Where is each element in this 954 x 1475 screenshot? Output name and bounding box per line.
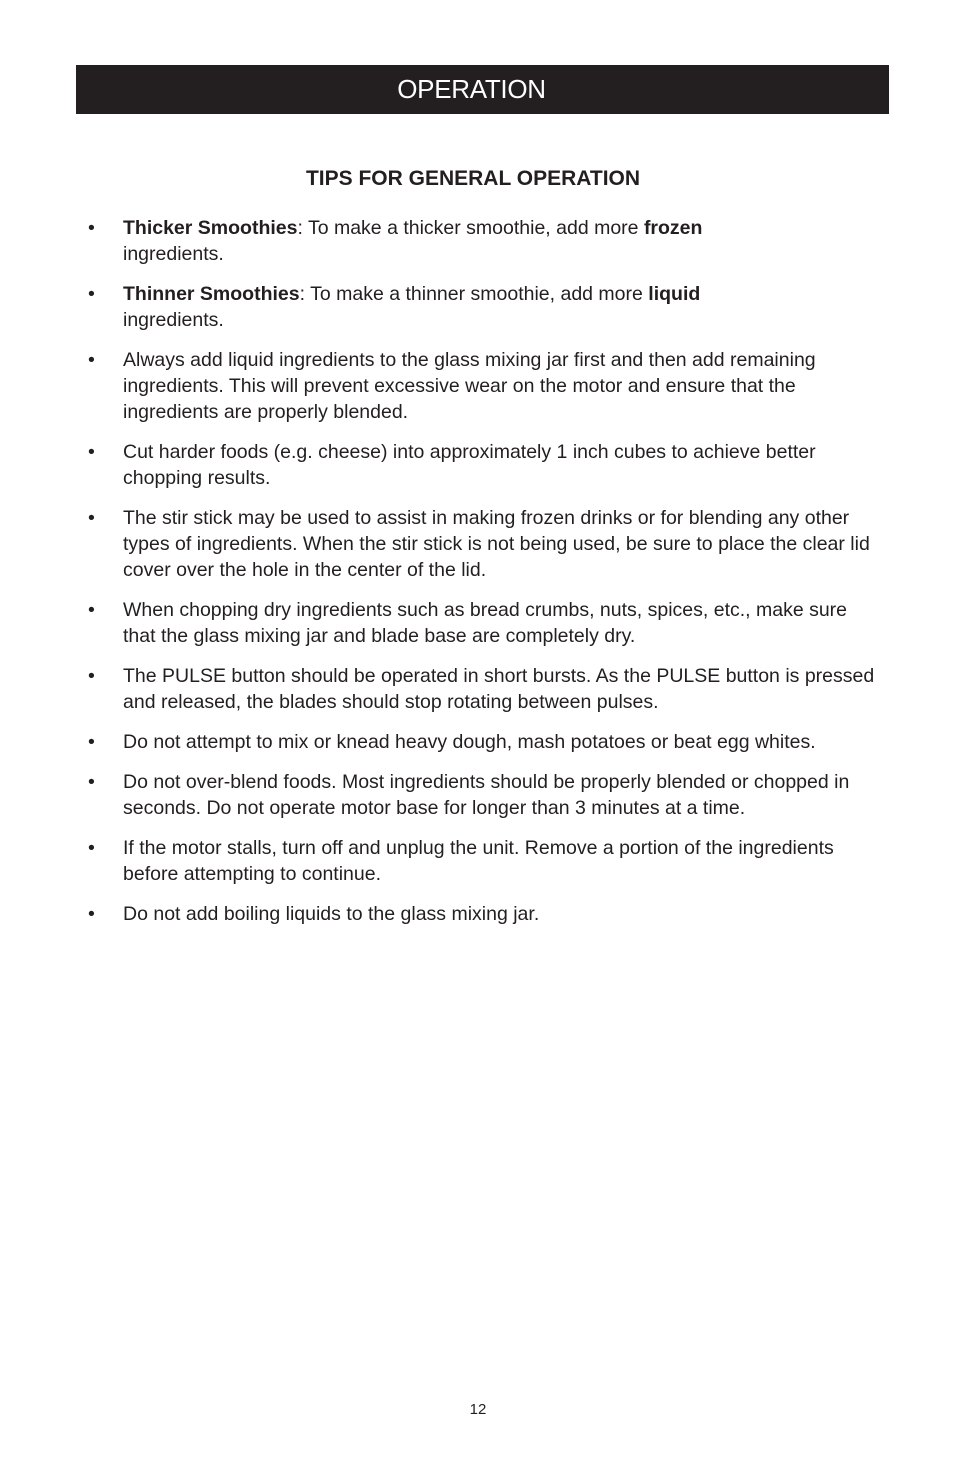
bullet: • [88, 771, 95, 793]
tip-item [88, 505, 878, 583]
tip-emphasis: liquid [648, 283, 701, 305]
tip-text: The PULSE button should be operated in short bursts. As the PULSE button is pressed and released, the blades should stop rotating between pulses. [123, 665, 875, 713]
tips-list [88, 215, 878, 941]
tip-item [88, 663, 878, 715]
section-title: TIPS FOR GENERAL OPERATION [305, 167, 641, 190]
tip-item [88, 215, 878, 267]
bullet: • [88, 665, 95, 687]
bullet: • [88, 599, 95, 621]
tip-item [88, 597, 878, 649]
tip-text: Do not attempt to mix or knead heavy dough, mash potatoes or beat egg whites. [123, 731, 816, 753]
bullet: • [88, 349, 95, 371]
tip-item [88, 347, 878, 425]
tip-text: : To make a thinner smoothie, add more [299, 283, 649, 305]
bullet: • [88, 903, 95, 925]
tip-item [88, 729, 878, 755]
tip-item [88, 901, 878, 927]
tip-text: If the motor stalls, turn off and unplug the unit. Remove a portion of the ingredients before attempting to continue. [123, 837, 834, 885]
tip-text: Always add liquid ingredients to the glass mixing jar first and then add remaining ingredients. This will prevent excessive wear on the motor and ensure that the ingredients are properly blended. [123, 349, 816, 423]
tip-item [88, 281, 878, 333]
page-number: 12 [469, 1401, 487, 1418]
tip-item [88, 439, 878, 491]
tip-text: : To make a thicker smoothie, add more [297, 217, 644, 239]
bullet: • [88, 217, 95, 239]
tip-lead: Thinner Smoothies [123, 283, 300, 305]
tip-text: Cut harder foods (e.g. cheese) into approximately 1 inch cubes to achieve better chopping results. [123, 441, 816, 489]
tip-lead: Thicker Smoothies [123, 217, 298, 239]
bullet: • [88, 283, 95, 305]
tip-text: Do not add boiling liquids to the glass mixing jar. [123, 903, 540, 925]
tip-emphasis: frozen [643, 217, 703, 239]
tip-text-tail: ingredients. [123, 309, 224, 331]
tip-text: The stir stick may be used to assist in making frozen drinks or for blending any other types of ingredients. When the stir stick is not being used, be sure to place the clear lid cover over the hole in the center of the lid. [123, 507, 870, 581]
bullet: • [88, 507, 95, 529]
header-title: OPERATION [397, 74, 546, 104]
tip-text-tail: ingredients. [123, 243, 224, 265]
tip-text: Do not over-blend foods. Most ingredients should be properly blended or chopped in seconds. Do not operate motor base for longer than 3 minutes at a time. [123, 771, 850, 819]
tip-text: When chopping dry ingredients such as bread crumbs, nuts, spices, etc., make sure that the glass mixing jar and blade base are completely dry. [123, 599, 848, 647]
section-header-bar [76, 65, 889, 114]
bullet: • [88, 441, 95, 463]
tip-item [88, 835, 878, 887]
bullet: • [88, 837, 95, 859]
tip-item [88, 769, 878, 821]
bullet: • [88, 731, 95, 753]
